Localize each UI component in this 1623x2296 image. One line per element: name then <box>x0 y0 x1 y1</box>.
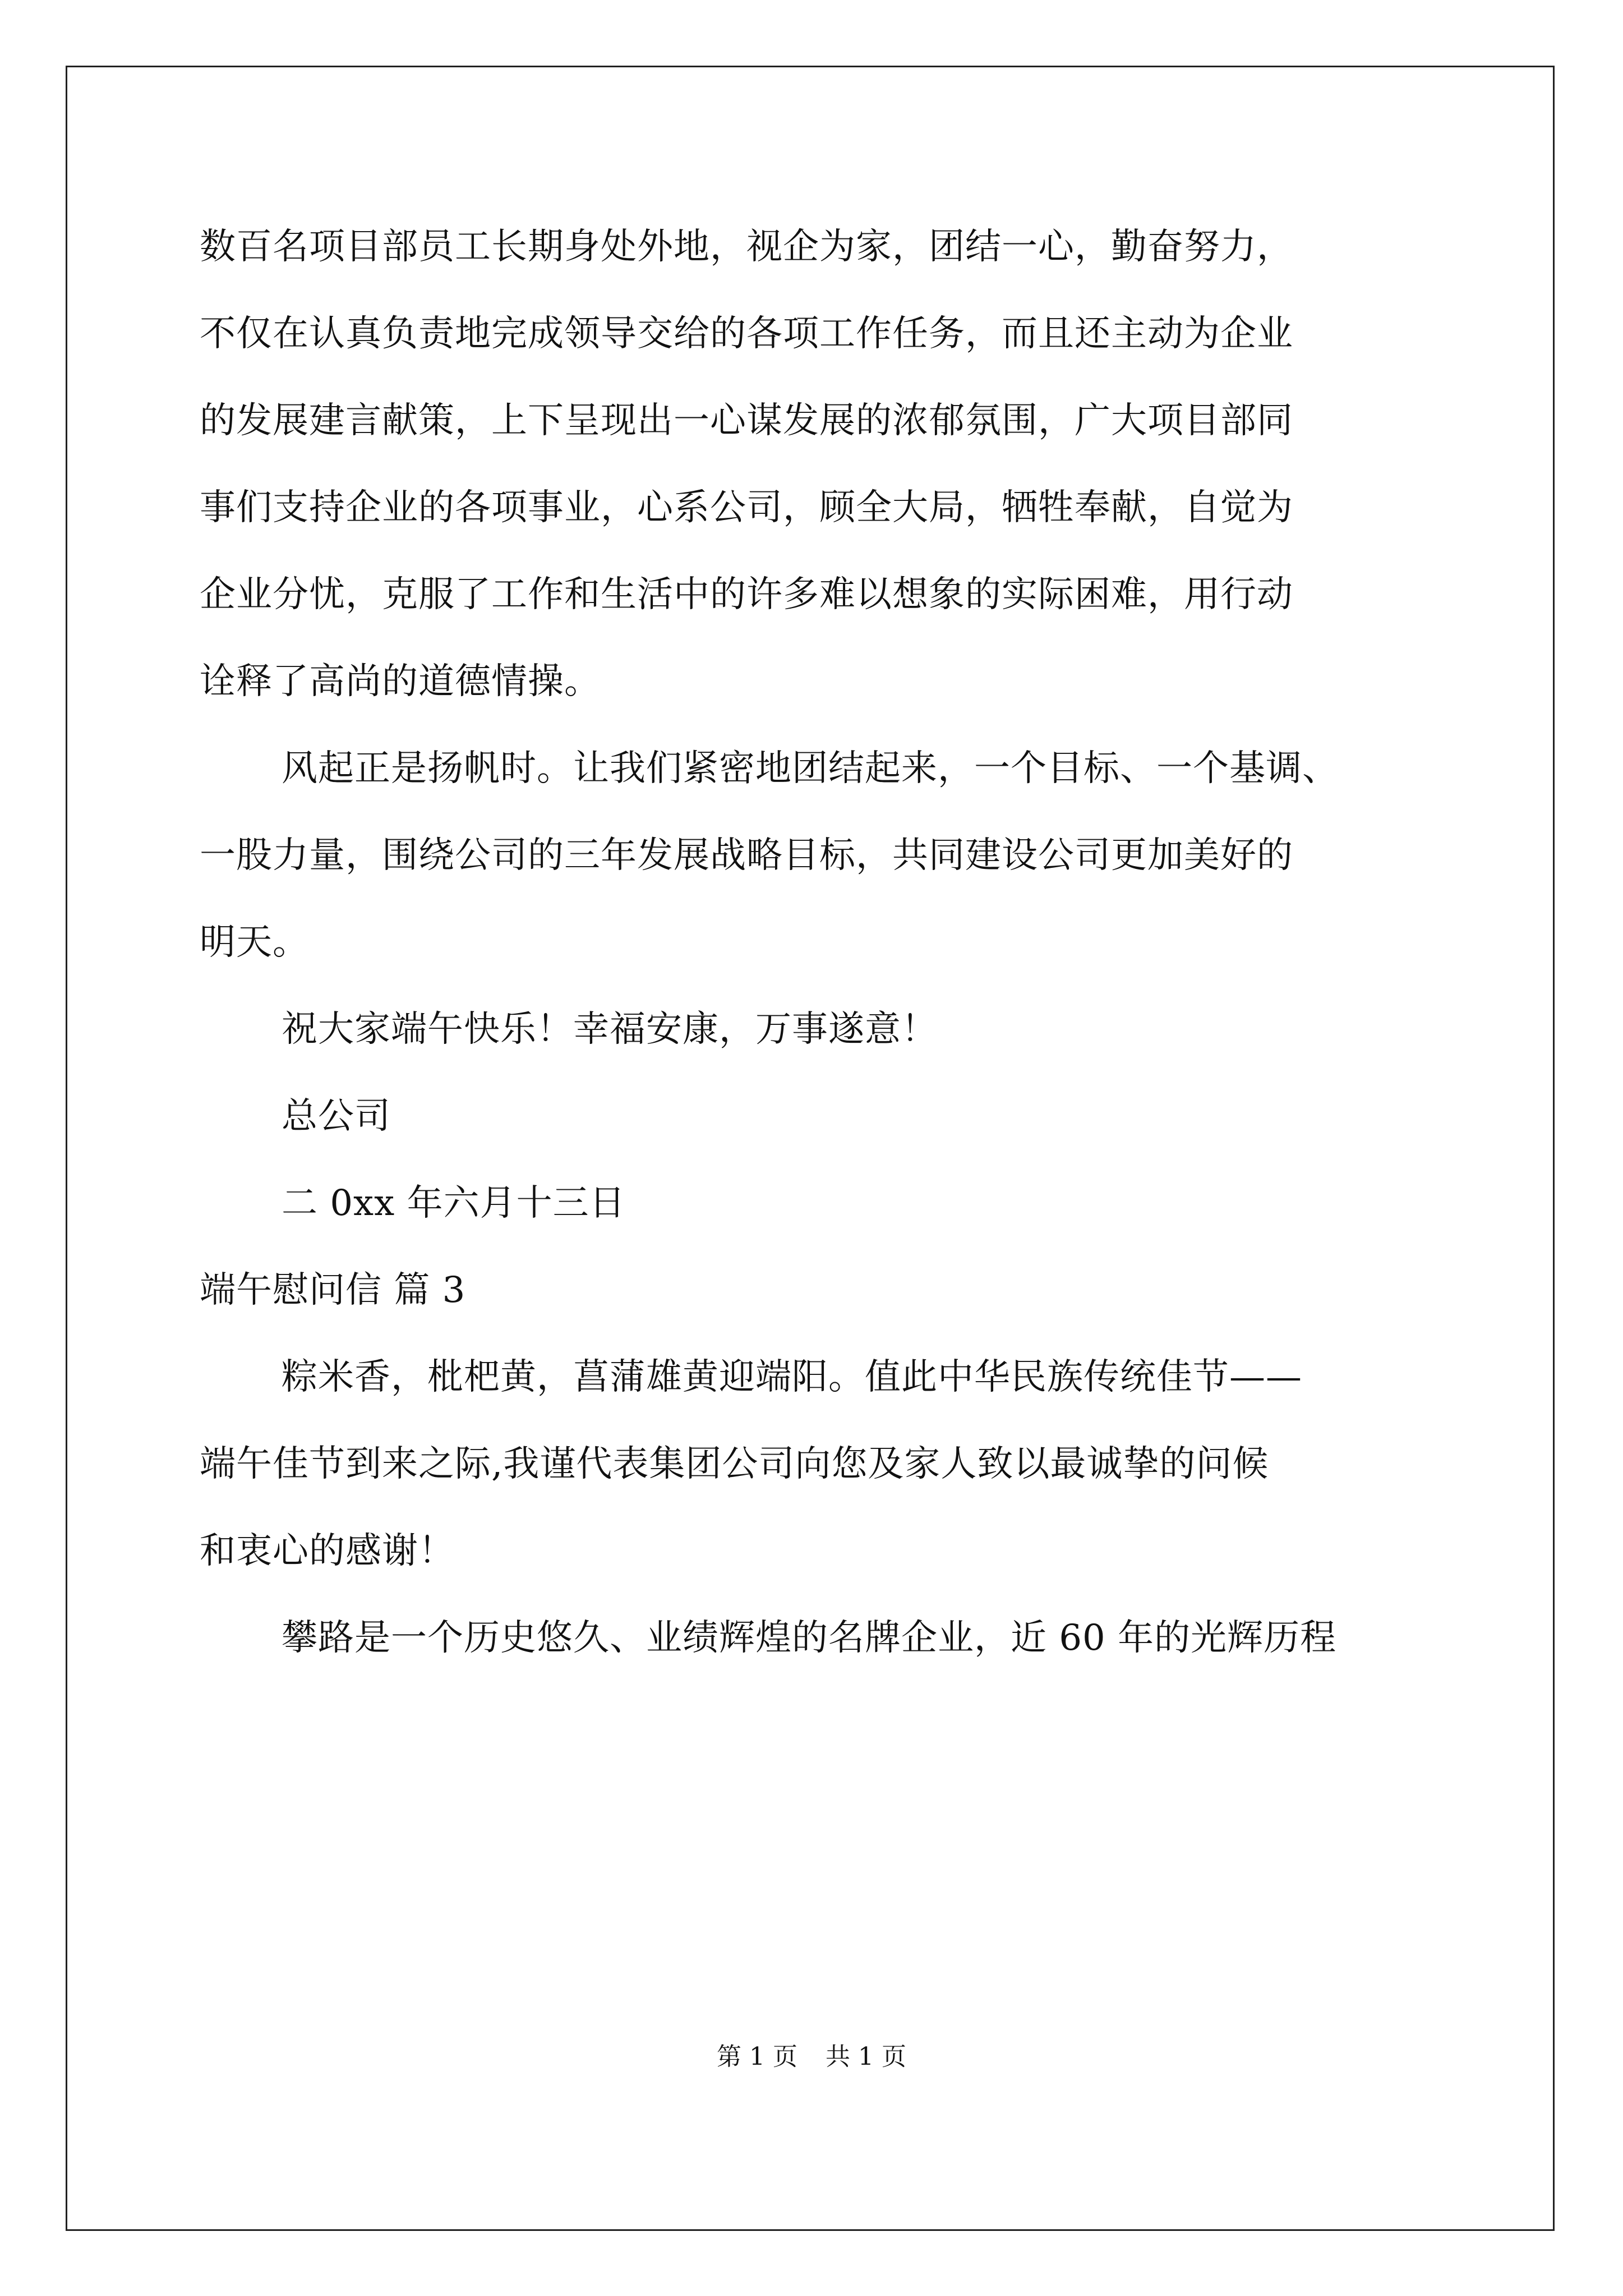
body-line-16: 和衷心的感谢！ <box>200 1530 455 1572</box>
greeting-line: 祝大家端午快乐！幸福安康，万事遂意！ <box>282 1009 938 1050</box>
body-line-5: 企业分忧，克服了工作和生活中的许多难以想象的实际困难，用行动 <box>200 574 1293 615</box>
signature-date: 二 0xx 年六月十三日 <box>282 1182 626 1224</box>
body-line-15: 端午佳节到来之际,我谨代表集团公司向您及家人致以最诚挚的问候 <box>200 1443 1269 1485</box>
signature-company: 总公司 <box>282 1096 391 1137</box>
body-line-17: 攀路是一个历史悠久、业绩辉煌的名牌企业，近 60 年的光辉历程 <box>282 1617 1337 1659</box>
body-line-6: 诠释了高尚的道德情操。 <box>200 661 601 702</box>
body-line-7: 风起正是扬帆时。让我们紧密地团结起来，一个目标、一个基调、 <box>282 748 1339 789</box>
page-total: 共 1 页 <box>826 2042 906 2071</box>
page-border <box>66 66 1555 2231</box>
body-line-14: 粽米香，枇杷黄，菖蒲雄黄迎端阳。值此中华民族传统佳节—— <box>282 1356 1302 1398</box>
page-footer <box>0 2036 1623 2072</box>
body-line-2: 不仅在认真负责地完成领导交给的各项工作任务，而且还主动为企业 <box>200 313 1293 355</box>
body-line-4: 事们支持企业的各项事业，心系公司，顾全大局，牺牲奉献，自觉为 <box>200 487 1293 528</box>
body-line-3: 的发展建言献策，上下呈现出一心谋发展的浓郁氛围，广大项目部同 <box>200 400 1293 441</box>
body-line-1: 数百名项目部员工长期身处外地，视企为家，团结一心，勤奋努力， <box>200 226 1293 268</box>
body-line-9: 明天。 <box>200 922 309 963</box>
page-number: 第 1 页 <box>717 2042 797 2071</box>
section-heading: 端午慰问信 篇 3 <box>200 1269 466 1311</box>
body-line-8: 一股力量，围绕公司的三年发展战略目标，共同建设公司更加美好的 <box>200 835 1293 876</box>
